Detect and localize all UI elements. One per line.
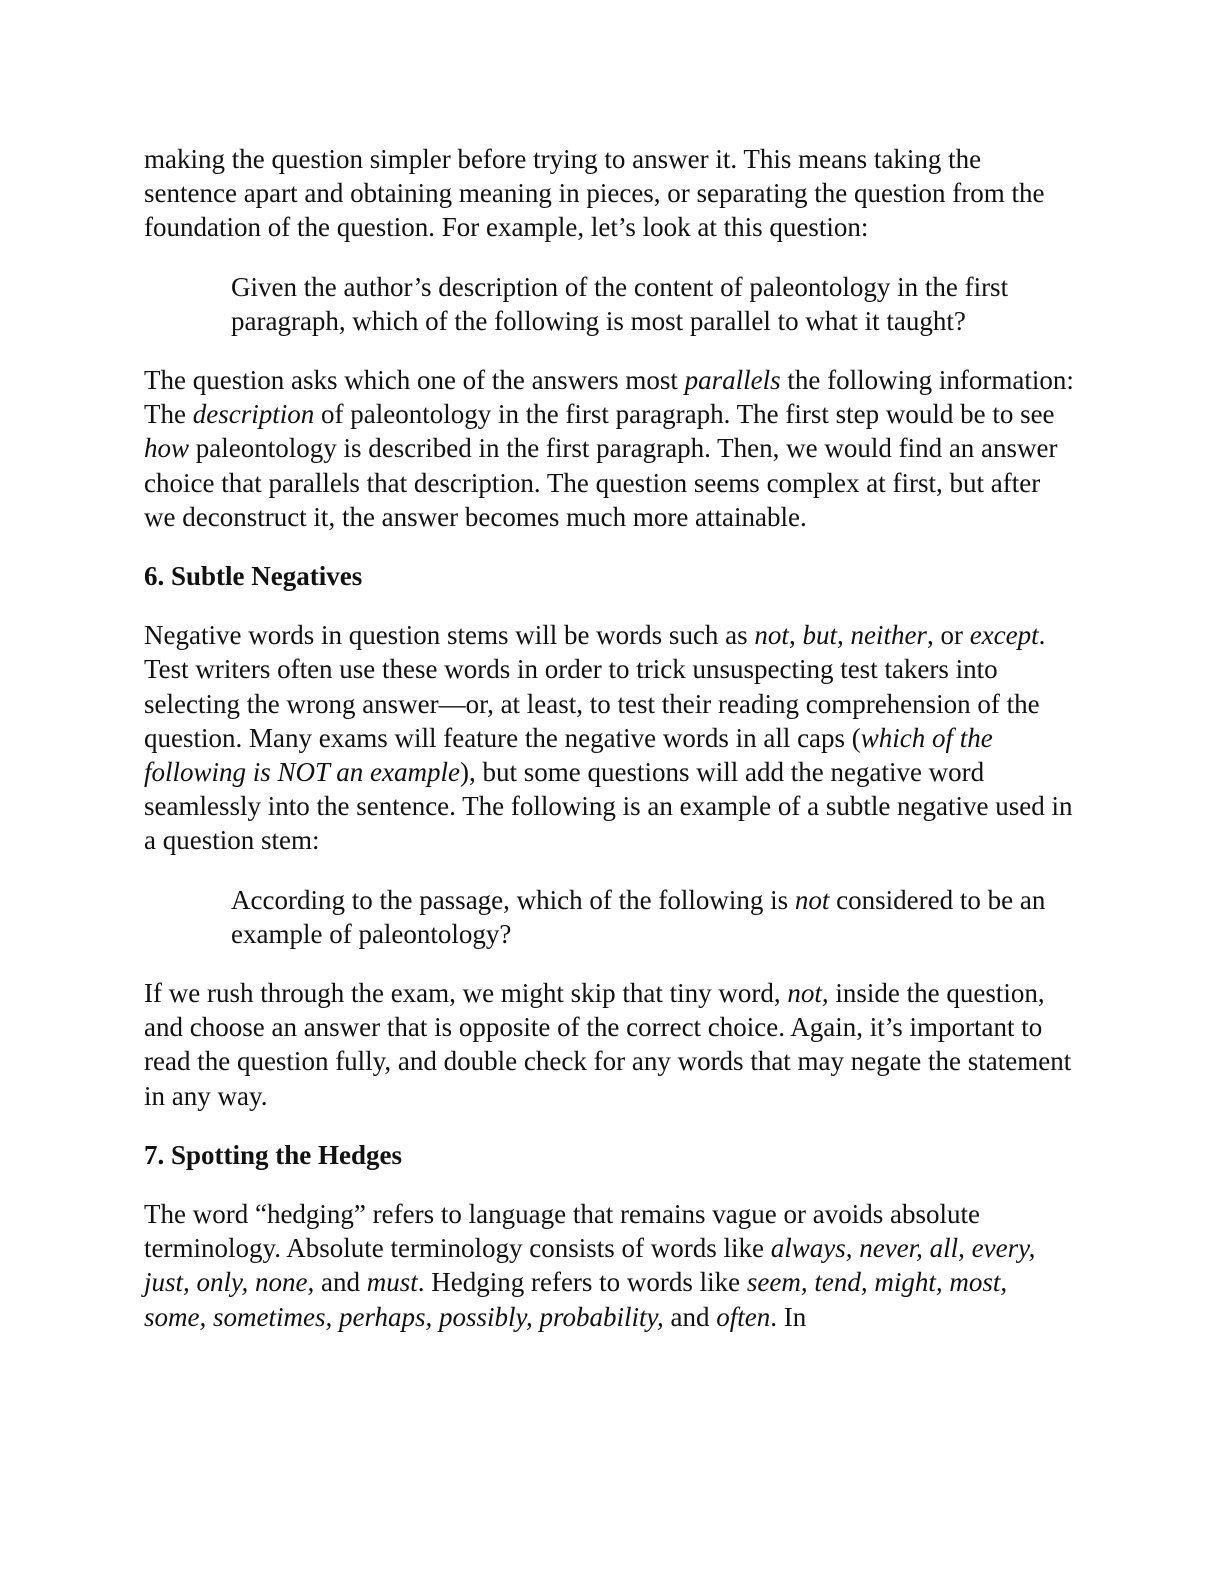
section-heading-spotting-hedges [144,1138,1074,1172]
text-run: The word “hedging” refers to language that remains vague or avoids absolute terminology. Absolute terminology consists of words like [144,1199,980,1264]
text-run: considered to be an example of paleontology? [231,884,1046,949]
example-question-subtle-negative [231,883,1074,951]
negative-words-paragraph [144,618,1074,857]
section-heading-subtle-negatives [144,559,1074,593]
text-run: 6. Subtle Negatives [144,561,363,592]
text-run: and [663,1301,717,1332]
text-run: paleontology is described in the first paragraph. Then, we would find an answer choice that parallels that description. The question seems complex at first, but after we deconstruct it, the answer becomes much more attainable. [144,433,1058,532]
deconstruct-explanation-paragraph [144,363,1074,534]
text-run: If we rush through the exam, we might skip that tiny word, [144,978,788,1009]
text-run: , [788,620,803,651]
emphasized-text: how [144,433,190,464]
text-run: , or [926,620,970,651]
text-run: Given the author’s description of the content of paleontology in the first paragraph, which of the following is most parallel to what it taught? [231,271,1009,336]
emphasized-text: seem, tend, might, most, some, sometimes, perhaps, possibly, probability, [144,1267,1008,1332]
text-run: inside the question, and choose an answer that is opposite of the correct choice. Again, it’s important to read the question fully, and double check for any words that may negate the statement in any way. [144,978,1072,1111]
emphasized-text: description [192,399,315,430]
emphasized-text: not [754,620,789,651]
emphasized-text: not [794,884,830,915]
text-run: the following information: The [144,365,1074,430]
text-run: 7. Spotting the Hedges [144,1139,403,1170]
hedging-paragraph [144,1197,1074,1334]
rush-warning-paragraph [144,976,1074,1113]
example-question-paleontology [231,270,1074,338]
text-run: of paleontology in the first paragraph. The first step would be to see [314,399,1055,430]
text-run: Negative words in question stems will be words such as [144,620,755,651]
text-run: making the question simpler before trying to answer it. This means taking the sentence apart and obtaining meaning in pieces, or separating the question from the foundation of the question. For example, let’s look at this question: [144,144,1045,243]
emphasized-text: often [716,1301,771,1332]
text-run: . Hedging refers to words like [417,1267,747,1298]
emphasized-text: not, [787,978,829,1009]
text-run: The question asks which one of the answers most [144,365,685,396]
intro-paragraph [144,142,1074,245]
document-page [144,142,1074,1359]
emphasized-text: parallels [684,365,781,396]
emphasized-text: always, never, all, every, just, only, none, [144,1233,1036,1298]
emphasized-text: but [802,620,837,651]
emphasized-text: which of the following is NOT an example [144,722,993,788]
text-run: , [836,620,851,651]
text-run: According to the passage, which of the following is [231,884,795,915]
text-run: ), but some questions will add the negative word seamlessly into the sentence. The following is an example of a subtle negative used in a question stem: [144,757,1073,856]
text-run: . In [770,1301,807,1332]
text-run: and [314,1267,367,1298]
emphasized-text: except [969,620,1039,651]
text-run: . Test writers often use these words in order to trick unsuspecting test takers into selecting the wrong answer—or, at least, to test their reading comprehension of the question. Many exams will feature the negative words in all caps ( [144,620,1046,753]
emphasized-text: neither [850,620,927,651]
emphasized-text: must [366,1267,418,1298]
